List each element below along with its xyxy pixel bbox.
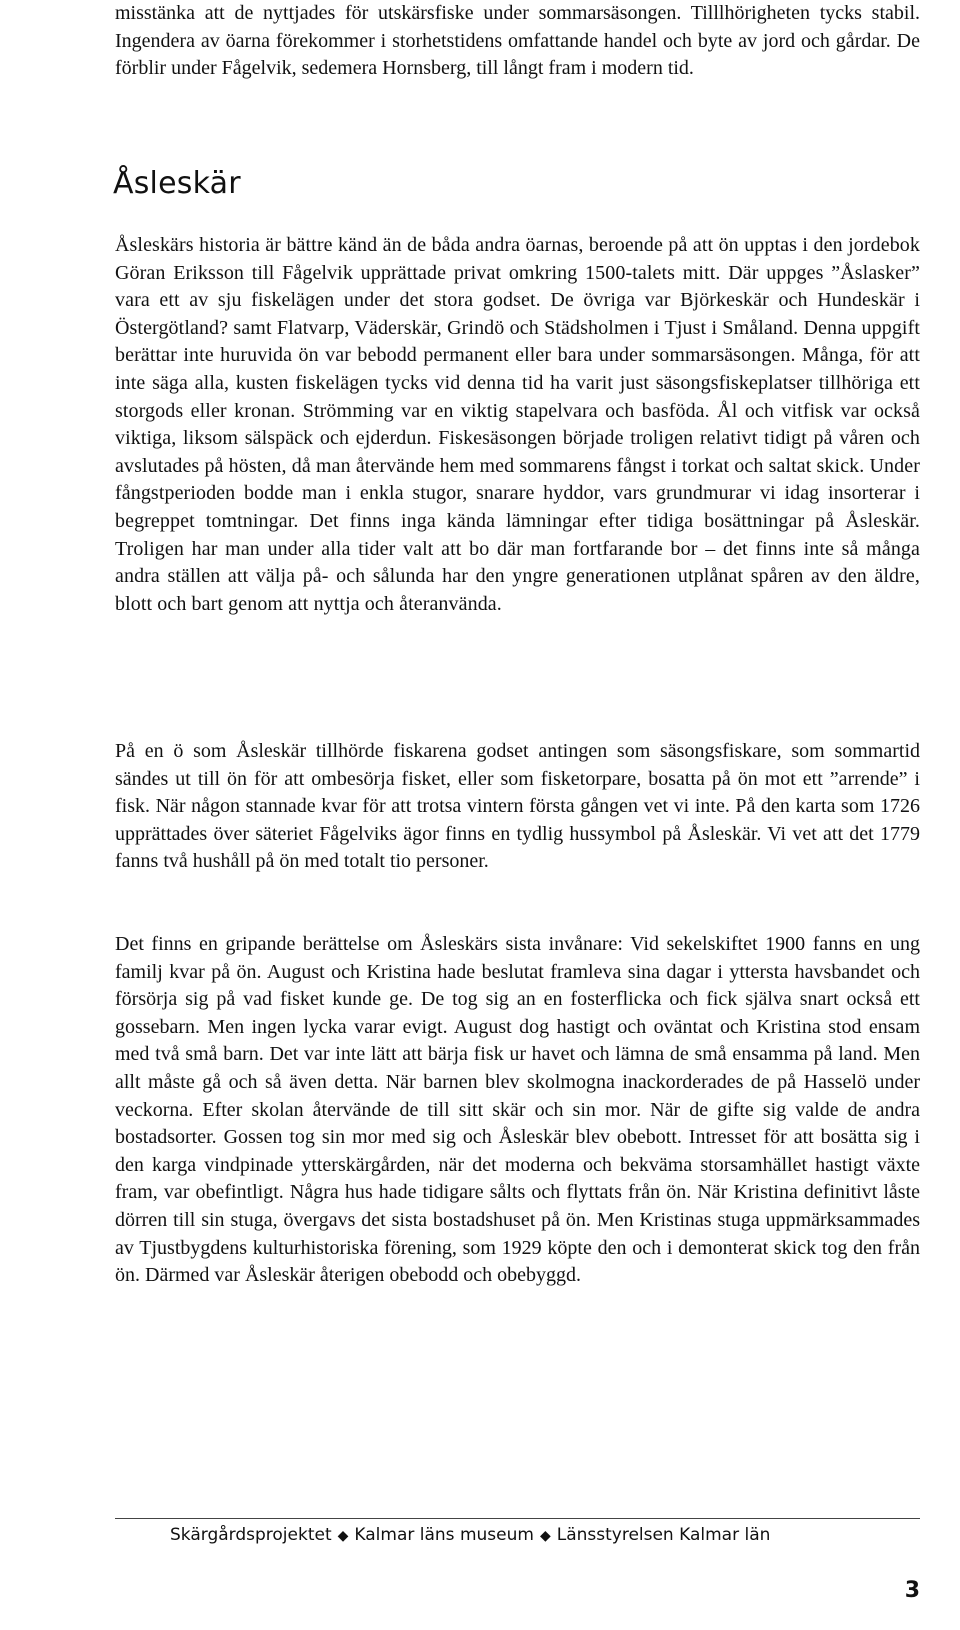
page-number: 3 [904, 1578, 920, 1603]
diamond-icon: ◆ [539, 1528, 551, 1544]
footer-item-county-board: Länsstyrelsen Kalmar län [556, 1525, 771, 1545]
body-paragraph-3: Det finns en gripande berättelse om Åsleskärs sista invånare: Vid sekelskiftet 1900 fanns en ung familj kvar på ön. August och Kristina hade beslutat framleva sina dagar i yttersta havsbandet och försörja sig på vad fisket kunde ge. De tog sig an en fosterflicka och fick själva snart också ett gossebarn. Men ingen lycka varar evigt. August dog hastigt och oväntat och Kristina stod ensam med två små barn. Det var inte lätt att bärja fisk ur havet och lämna de små ensamma på land. Men allt måste gå och så även detta. När barnen blev skolmogna inackorderades de på Hasselö under veckorna. Efter skolan återvände de till sitt skär och sin mor. När de gifte sig valde de andra bostadsorter. Gossen tog sin mor med sig och Åsleskär blev obebott. Intresset för att bosätta sig i den karga vindpinade ytterskärgården, när det moderna och bekväma storsamhället hastigt växte fram, var obefintligt. Några hus hade tidigare sålts och flyttats från ön. När Kristina definitivt låste dörren till sin stuga, övergavs det sista bostadshuset på ön. Men Kristinas stuga uppmärksammades av Tjustbygdens kulturhistoriska förening, som 1929 köpte den och i demonterat skick tog den från ön. Därmed var Åsleskär återigen obebodd och obebyggd. [115, 933, 920, 1287]
intro-paragraph: misstänka att de nyttjades för utskärsfiske under sommarsäsongen. Tilllhörigheten tycks stabil. Ingendera av öarna förekommer i storhetstidens omfattande handel och byte av jord och gårdar. De förblir under Fågelvik, sedemera Hornsberg, till långt fram i modern tid. [115, 2, 920, 80]
body-paragraph-1: Åsleskärs historia är bättre känd än de båda andra öarnas, beroende på att ön upptas i den jordebok Göran Eriksson till Fågelvik upprättade privat omkring 1500-talets mitt. Där uppges ”Åslasker” vara ett av sju fiskelägen under det stora godset. De övriga var Björkeskär och Hundeskär i Östergötland? samt Flatvarp, Väderskär, Grindö och Städsholmen i Tjust i Småland. Denna uppgift berättar inte huruvida ön var bebodd permanent eller bara under sommarsäsongen. Många, för att inte säga alla, kusten fiskelägen tycks vid denna tid ha varit just säsongsfiskeplatser tillhöriga ett storgods eller kronan. Strömming var en viktig stapelvara och basföda. Ål och vitfisk var också viktiga, liksom sälspäck och ejderdun. Fiskesäsongen började troligen relativt tidigt på våren och avslutades på hösten, då man återvände hem med sommarens fångst i torkat och saltat skick. Under fångstperioden bodde man i enkla stugor, snarare hyddor, vars grundmurar vi idag insorterar i begreppet tomtningar. Det finns inga kända lämningar efter tidiga bosättningar på Åsleskär. Troligen har man under alla tider valt att bo där man fortfarande bor – det finns inte så många andra ställen att välja på- och sålunda har den yngre generationen utplånat spåren av den äldre, blott och bart genom att nyttja och återanvända. [115, 234, 920, 615]
body-paragraph-2: På en ö som Åsleskär tillhörde fiskarena godset antingen som säsongsfiskare, som sommartid sändes ut till ön för att ombesörja fisket, eller som fisketorpare, bosatta på ön mot ett ”arrende” i fisk. När någon stannade kvar för att trotsa vintern första gången vet vi inte. På den karta som 1726 upprättades över säteriet Fågelviks ägor finns en tydlig hussymbol på Åsleskär. Vi vet att det 1779 fanns två hushåll på ön med totalt tio personer. [115, 740, 920, 873]
footer-item-project: Skärgårdsprojektet [170, 1525, 332, 1545]
footer-divider [115, 1518, 920, 1519]
footer-item-museum: Kalmar läns museum [354, 1525, 534, 1545]
section-heading: Åsleskär [113, 166, 241, 201]
diamond-icon: ◆ [337, 1528, 349, 1544]
footer [170, 1525, 770, 1545]
